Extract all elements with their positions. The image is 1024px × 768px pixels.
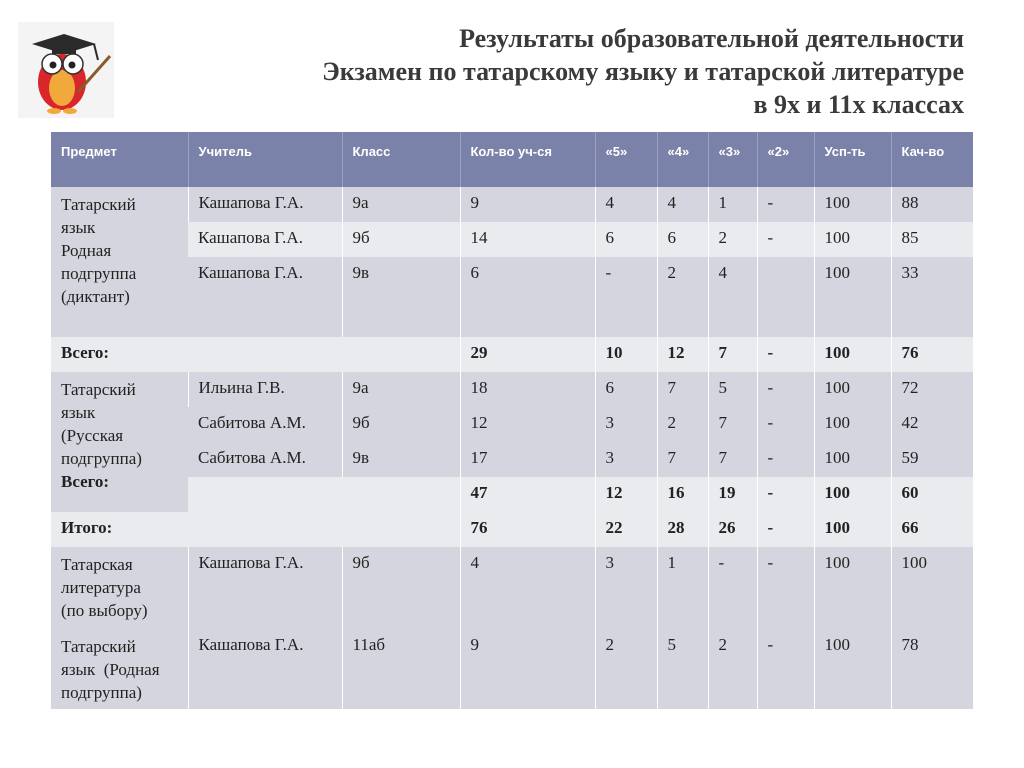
- table-cell: 2: [657, 257, 708, 337]
- table-cell: 10: [595, 337, 657, 372]
- table-cell: 2: [657, 407, 708, 442]
- table-cell: 9: [460, 629, 595, 709]
- grand-total-label: Итого:: [51, 512, 460, 547]
- title-line-2: Экзамен по татарскому языку и татарской литературе: [322, 57, 964, 86]
- table-cell: Кашапова Г.А.: [188, 257, 342, 337]
- table-cell: 7: [708, 442, 757, 477]
- table-cell: [757, 257, 814, 337]
- table-cell: 9б: [342, 547, 460, 629]
- table-cell: -: [757, 477, 814, 512]
- table-row: [51, 257, 973, 337]
- column-header: Учитель: [188, 132, 342, 187]
- table-cell: -: [708, 547, 757, 629]
- table-cell: Ильина Г.В.: [188, 372, 342, 407]
- table-cell: 4: [460, 547, 595, 629]
- subject-cell: Татарский язык Родная подгруппа (диктант): [51, 187, 188, 337]
- table-cell: 12: [595, 477, 657, 512]
- table-cell: 100: [814, 442, 891, 477]
- table-cell: 78: [891, 629, 973, 709]
- table-cell: 7: [657, 442, 708, 477]
- column-header: «4»: [657, 132, 708, 187]
- table-cell: 76: [891, 337, 973, 372]
- table-cell: 100: [814, 337, 891, 372]
- table-cell: 85: [891, 222, 973, 257]
- table-cell: 3: [595, 407, 657, 442]
- table-cell: 9а: [342, 187, 460, 222]
- table-cell: 88: [891, 187, 973, 222]
- table-cell: -: [595, 257, 657, 337]
- table-cell: 7: [708, 407, 757, 442]
- table-cell: Сабитова А.М.: [188, 442, 342, 477]
- table-cell: Кашапова Г.А.: [188, 629, 342, 709]
- table-cell: 6: [595, 372, 657, 407]
- table-cell: 29: [460, 337, 595, 372]
- column-header: Усп-ть: [814, 132, 891, 187]
- column-header: «2»: [757, 132, 814, 187]
- column-header: Кач-во: [891, 132, 973, 187]
- table-cell: 100: [891, 547, 973, 629]
- table-cell: 100: [814, 547, 891, 629]
- table-cell: 60: [891, 477, 973, 512]
- table-cell: 42: [891, 407, 973, 442]
- table-cell: 9в: [342, 257, 460, 337]
- table-cell: 66: [891, 512, 973, 547]
- column-header: «5»: [595, 132, 657, 187]
- table-cell: 12: [460, 407, 595, 442]
- table-cell: 100: [814, 187, 891, 222]
- table-cell: 33: [891, 257, 973, 337]
- table-cell: 47: [460, 477, 595, 512]
- table-cell: 9а: [342, 372, 460, 407]
- table-cell: 100: [814, 222, 891, 257]
- table-cell: 100: [814, 477, 891, 512]
- title-line-3: в 9х и 11х классах: [753, 90, 964, 119]
- table-cell: 100: [814, 407, 891, 442]
- table-cell: 9: [460, 187, 595, 222]
- table-row: [51, 187, 973, 222]
- table-cell: 26: [708, 512, 757, 547]
- results-table: [51, 132, 973, 709]
- table-cell: 100: [814, 372, 891, 407]
- table-row: [51, 372, 973, 407]
- table-cell: 100: [814, 257, 891, 337]
- page-title: [204, 22, 964, 121]
- table-cell: 19: [708, 477, 757, 512]
- table-cell: -: [757, 222, 814, 257]
- table-row-grand-total: [51, 512, 973, 547]
- table-cell: 1: [657, 547, 708, 629]
- table-cell: 5: [708, 372, 757, 407]
- table-cell: 6: [595, 222, 657, 257]
- table-cell: 4: [657, 187, 708, 222]
- table-cell: 2: [595, 629, 657, 709]
- column-header: Кол-во уч-ся: [460, 132, 595, 187]
- total-label: Всего:: [51, 337, 460, 372]
- table-row: [51, 407, 973, 442]
- table-cell: 4: [708, 257, 757, 337]
- table-cell: Кашапова Г.А.: [188, 547, 342, 629]
- table-cell: 9б: [342, 407, 460, 442]
- table-cell: -: [757, 512, 814, 547]
- table-cell: 2: [708, 629, 757, 709]
- table-cell: -: [757, 629, 814, 709]
- column-header: Класс: [342, 132, 460, 187]
- table-row: [51, 442, 973, 477]
- table-row: [51, 222, 973, 257]
- table-cell: 12: [657, 337, 708, 372]
- owl-graduate-icon: [18, 22, 114, 118]
- table-cell: 9в: [342, 442, 460, 477]
- table-cell: 3: [595, 547, 657, 629]
- table-cell: 22: [595, 512, 657, 547]
- table-cell: [188, 477, 460, 512]
- table-cell: 76: [460, 512, 595, 547]
- table-cell: -: [757, 187, 814, 222]
- column-header: «3»: [708, 132, 757, 187]
- table-cell: -: [757, 547, 814, 629]
- table-cell: Сабитова А.М.: [188, 407, 342, 442]
- subject-cell: Татарская литература (по выбору): [51, 547, 188, 629]
- table-cell: 18: [460, 372, 595, 407]
- table-row: [51, 629, 973, 709]
- table-cell: 1: [708, 187, 757, 222]
- table-cell: -: [757, 407, 814, 442]
- table-cell: 5: [657, 629, 708, 709]
- table-row: [51, 547, 973, 629]
- table-cell: 14: [460, 222, 595, 257]
- table-cell: 4: [595, 187, 657, 222]
- table-cell: 11аб: [342, 629, 460, 709]
- table-cell: 6: [657, 222, 708, 257]
- table-cell: 16: [657, 477, 708, 512]
- subject-cell: Татарский язык (Родная подгруппа): [51, 629, 188, 709]
- table-row-total: [51, 477, 973, 512]
- table-cell: Кашапова Г.А.: [188, 222, 342, 257]
- table-cell: 3: [595, 442, 657, 477]
- table-cell: 2: [708, 222, 757, 257]
- table-header-row: [51, 132, 973, 187]
- table-cell: 17: [460, 442, 595, 477]
- title-line-1: Результаты образовательной деятельности: [459, 24, 964, 53]
- column-header: Предмет: [51, 132, 188, 187]
- subject-cell: Татарский язык (Русская подгруппа) Всего:: [51, 372, 188, 512]
- table-cell: 28: [657, 512, 708, 547]
- table-cell: 72: [891, 372, 973, 407]
- table-cell: Кашапова Г.А.: [188, 187, 342, 222]
- table-cell: 9б: [342, 222, 460, 257]
- table-cell: 7: [708, 337, 757, 372]
- table-cell: -: [757, 337, 814, 372]
- table-cell: 59: [891, 442, 973, 477]
- table-row-total: [51, 337, 973, 372]
- table-cell: 100: [814, 629, 891, 709]
- table-cell: -: [757, 442, 814, 477]
- table-cell: 6: [460, 257, 595, 337]
- table-cell: 7: [657, 372, 708, 407]
- table-cell: -: [757, 372, 814, 407]
- table-cell: 100: [814, 512, 891, 547]
